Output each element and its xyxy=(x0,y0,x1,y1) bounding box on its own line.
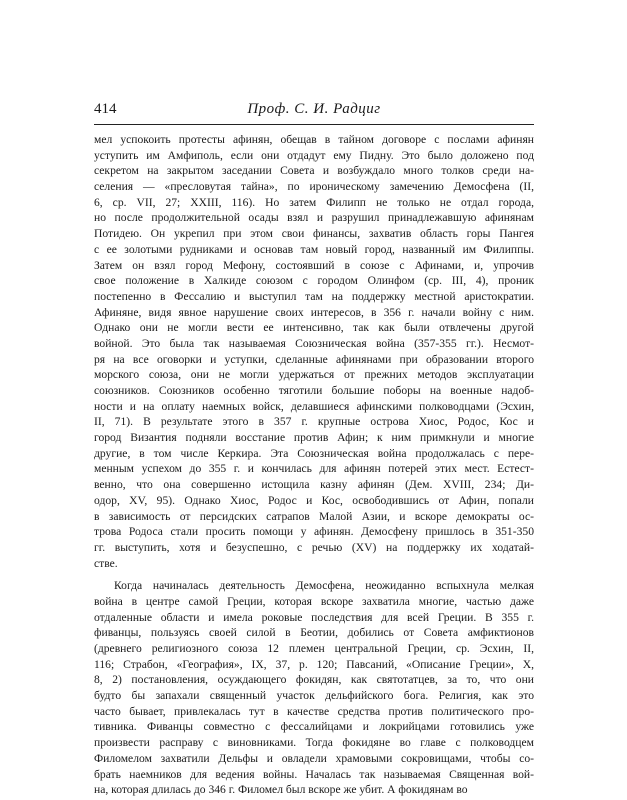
text-line: секретом на закрытом заседании Совета и возбуждало много толков среди на- xyxy=(94,164,534,178)
text-line: гг. выступить, хотя и безуспешно, с речью (XV) на поддержку их ходатай- xyxy=(94,540,534,554)
text-line: свое положение в Халкиде союзом с городом Олинфом (ср. III, 4), проник xyxy=(94,274,534,288)
paragraph xyxy=(94,132,534,571)
text-line: отдаленные области и имела роковые последствия для всей Греции. В 355 г. xyxy=(94,610,534,624)
text-line: постепенно в Фессалию и выступил там на поддержку местной аристократии. xyxy=(94,289,534,303)
text-line: 6, ср. VII, 27; XXIII, 116). Но затем Филипп не только не отдал города, xyxy=(94,195,534,209)
text-line: войной. Это была так называемая Союзническая война (357-355 гг.). Несмот- xyxy=(94,336,534,350)
header-divider xyxy=(94,124,534,125)
text-line: селения — «пресловутая тайна», по ироническому замечению Демосфена (II, xyxy=(94,180,534,194)
text-line: другие, в том числе Керкира. Эта Союзническая война продолжалась с пере- xyxy=(94,446,534,460)
text-line: Когда начиналась деятельность Демосфена, неожиданно вспыхнула мелкая xyxy=(114,579,534,593)
text-line: трова Родоса стали просить помощи у афинян. Демосфену пришлось в 351-350 xyxy=(94,525,534,539)
text-line: союзников. Союзников особенно тяготили большие поборы на военные надоб- xyxy=(94,384,534,397)
text-line: венно, что она совершенно истощила казну афинян (Дем. XVIII, 234; Ди- xyxy=(94,478,534,492)
text-line: морского союза, они не могли удержаться от прежних методов эксплуатации xyxy=(94,368,534,382)
text-line: Потидею. Он укрепил при этом свои финансы, захватив область горы Пангея xyxy=(94,227,534,241)
text-line: стве. xyxy=(94,556,118,570)
text-line: в зависимость от персидских сатрапов Малой Азии, и вскоре демократы ос- xyxy=(94,509,534,523)
page-header xyxy=(94,100,534,122)
text-line: будто бы запахали священный участок дельфийского бога. Религия, как это xyxy=(94,689,534,703)
text-line: Затем он взял город Мефону, состоявший в союзе с Афинами, и, упрочив xyxy=(94,258,534,272)
paragraph xyxy=(94,578,534,798)
text-line: 8, 2) постановления, осуждающего фокидян, как святотатцев, за то, что они xyxy=(94,673,534,687)
text-line: ря на все оговорки и уступки, сделанные афинянами при образовании второго xyxy=(94,352,534,366)
text-line: произвести расправу с виновниками. Тогда фокидяне во главе с полководцем xyxy=(94,736,534,750)
text-line: война в центре самой Греции, которая вскоре захватила многие, частью даже xyxy=(94,594,534,608)
page-number: 414 xyxy=(94,101,117,117)
text-line: уступить им Амфиполь, если они отдадут ему Пидну. Это было доложено под xyxy=(94,148,534,162)
text-line: часто бывает, привлекалась тут в качестве средства против политического про- xyxy=(94,704,534,718)
text-line: город Византия подняли восстание против Афин; к ним примкнули и многие xyxy=(94,431,534,445)
body-text xyxy=(94,132,534,798)
text-line: на, которая длилась до 346 г. Филомел был вскоре же убит. А фокидянам во xyxy=(94,783,468,797)
text-line: Афиняне, видя явное нарушение своих интересов, в 356 г. начали войну с ним. xyxy=(94,305,534,319)
text-line: ности и на оплату наемных войск, делавшиеся афинскими полководцами (Эсхин, xyxy=(94,399,534,413)
running-title: Проф. С. И. Радциг xyxy=(247,101,381,117)
text-line: фиванцы, пользуясь своей силой в Беотии, добились от Совета амфиктионов xyxy=(94,626,534,640)
text-line: брать наемников для ведения войны. Началась так называемая Священная вой- xyxy=(94,767,534,781)
text-line: менным успехом до 355 г. и кончилась для афинян потерей этих мест. Естест- xyxy=(94,462,534,476)
text-line: но после продолжительной осады взял и разрушил принадлежавшую афинянам xyxy=(94,211,534,225)
text-line: Филомелом захватили Дельфы и овладели храмовыми сокровищами, чтобы со- xyxy=(94,751,534,765)
text-line: (древнего религиозного союза 12 племен центральной Греции, ср. Эсхин, II, xyxy=(94,642,534,655)
text-line: 116; Страбон, «География», IX, 37, р. 120; Павсаний, «Описание Греции», X, xyxy=(94,657,534,671)
text-line: мел успокоить протесты афинян, обещав в тайном договоре с послами афинян xyxy=(94,133,534,146)
text-line: II, 71). В результате этого в 357 г. крупные острова Хиос, Родос, Кос и xyxy=(94,415,534,429)
text-line: с ее золотыми рудниками и основав там новый город, названный им Филиппы. xyxy=(94,242,534,256)
text-line: тивника. Фиванцы совместно с фессалийцами и локрийцами готовились уже xyxy=(94,720,534,734)
text-line: Однако они не могли вести ее интенсивно, так как были отвлечены другой xyxy=(94,321,534,335)
text-line: одор, XV, 95). Однако Хиос, Родос и Кос, освободившись от Афин, попали xyxy=(94,493,534,507)
